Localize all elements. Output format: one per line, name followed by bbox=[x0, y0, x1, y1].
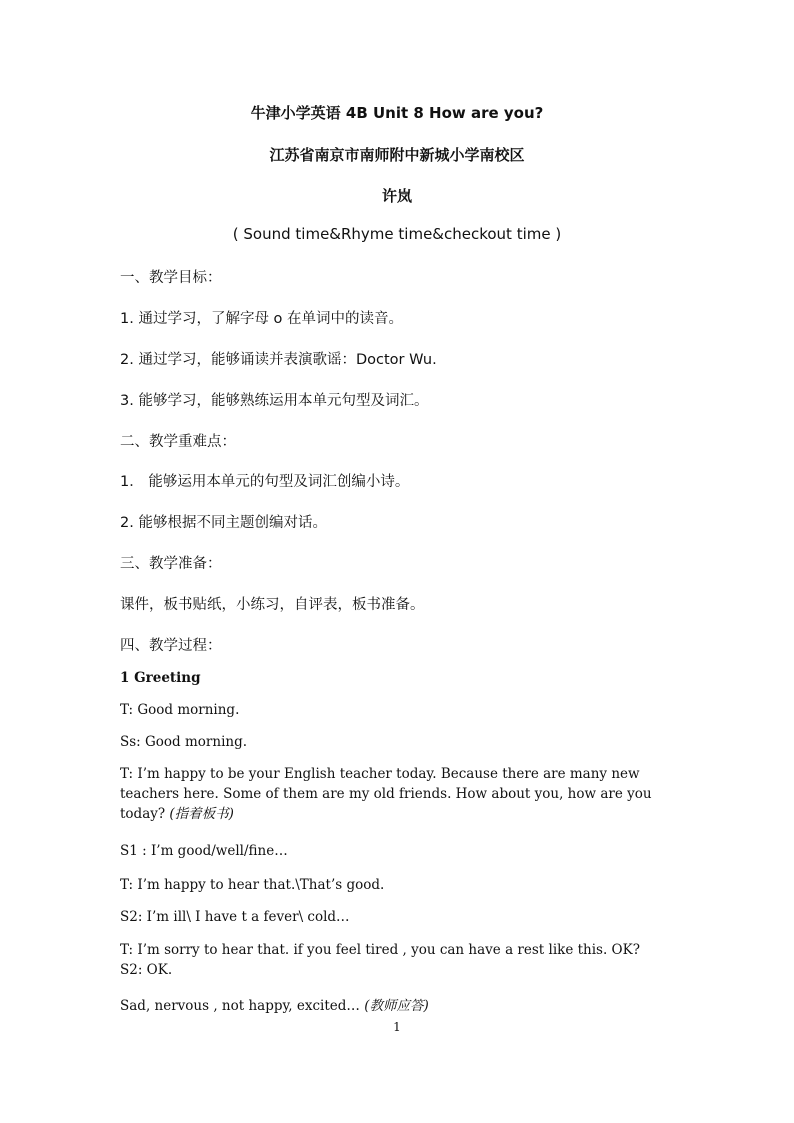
objective-item: 1. 通过学习，了解字母 o 在单词中的读音。 bbox=[120, 311, 404, 327]
preparation-text: 课件，板书贴纸，小练习，自评表，板书准备。 bbox=[120, 597, 425, 613]
step-title: 1 Greeting bbox=[120, 670, 201, 686]
dialog-line: T: I’m happy to be your English teacher today. Because there are many new bbox=[120, 766, 640, 782]
dialog-line: T: Good morning. bbox=[120, 702, 240, 718]
dialog-line bbox=[120, 994, 680, 1014]
school-name: 江苏省南京市南师附中新城小学南校区 bbox=[269, 146, 525, 164]
dialog-line: teachers here. Some of them are my old friends. How about you, how are you bbox=[120, 786, 652, 802]
dialog-text: Sad, nervous , not happy, excited… bbox=[120, 998, 360, 1014]
dialog-line: S2: I’m ill\ I have t a fever\ cold… bbox=[120, 909, 350, 925]
lesson-scope: ( Sound time&Rhyme time&checkout time ) bbox=[232, 225, 562, 243]
section-heading-process: 四、教学过程： bbox=[120, 638, 222, 654]
page-number: 1 bbox=[393, 1020, 401, 1034]
objective-item: 2. 通过学习，能够诵读并表演歌谣：Doctor Wu. bbox=[120, 352, 437, 368]
dialog-line: T: I’m happy to hear that.\That’s good. bbox=[120, 877, 385, 893]
section-heading-preparation: 三、教学准备： bbox=[120, 556, 222, 572]
dialog-paragraph bbox=[120, 940, 680, 980]
dialog-line: T: I’m sorry to hear that. if you feel tired , you can have a rest like this. OK? bbox=[120, 942, 640, 958]
teacher-note: (教师应答) bbox=[364, 998, 429, 1014]
key-point-item: 2. 能够根据不同主题创编对话。 bbox=[120, 515, 327, 531]
author-name: 许岚 bbox=[381, 187, 412, 205]
dialog-line bbox=[120, 804, 680, 824]
section-heading-objectives: 一、教学目标： bbox=[120, 270, 222, 286]
dialog-text: today? bbox=[120, 806, 166, 822]
document-title: 牛津小学英语 4B Unit 8 How are you? bbox=[250, 104, 544, 122]
key-point-item: 1． 能够运用本单元的句型及词汇创编小诗。 bbox=[120, 474, 410, 490]
dialog-paragraph bbox=[120, 764, 680, 824]
teacher-note: (指着板书) bbox=[169, 806, 234, 822]
dialog-line: S1 : I’m good/well/fine… bbox=[120, 843, 288, 859]
objective-item: 3. 能够学习，能够熟练运用本单元句型及词汇。 bbox=[120, 393, 429, 409]
dialog-line: S2: OK. bbox=[120, 962, 173, 978]
section-heading-key-points: 二、教学重难点： bbox=[120, 434, 236, 450]
dialog-line: Ss: Good morning. bbox=[120, 734, 248, 750]
